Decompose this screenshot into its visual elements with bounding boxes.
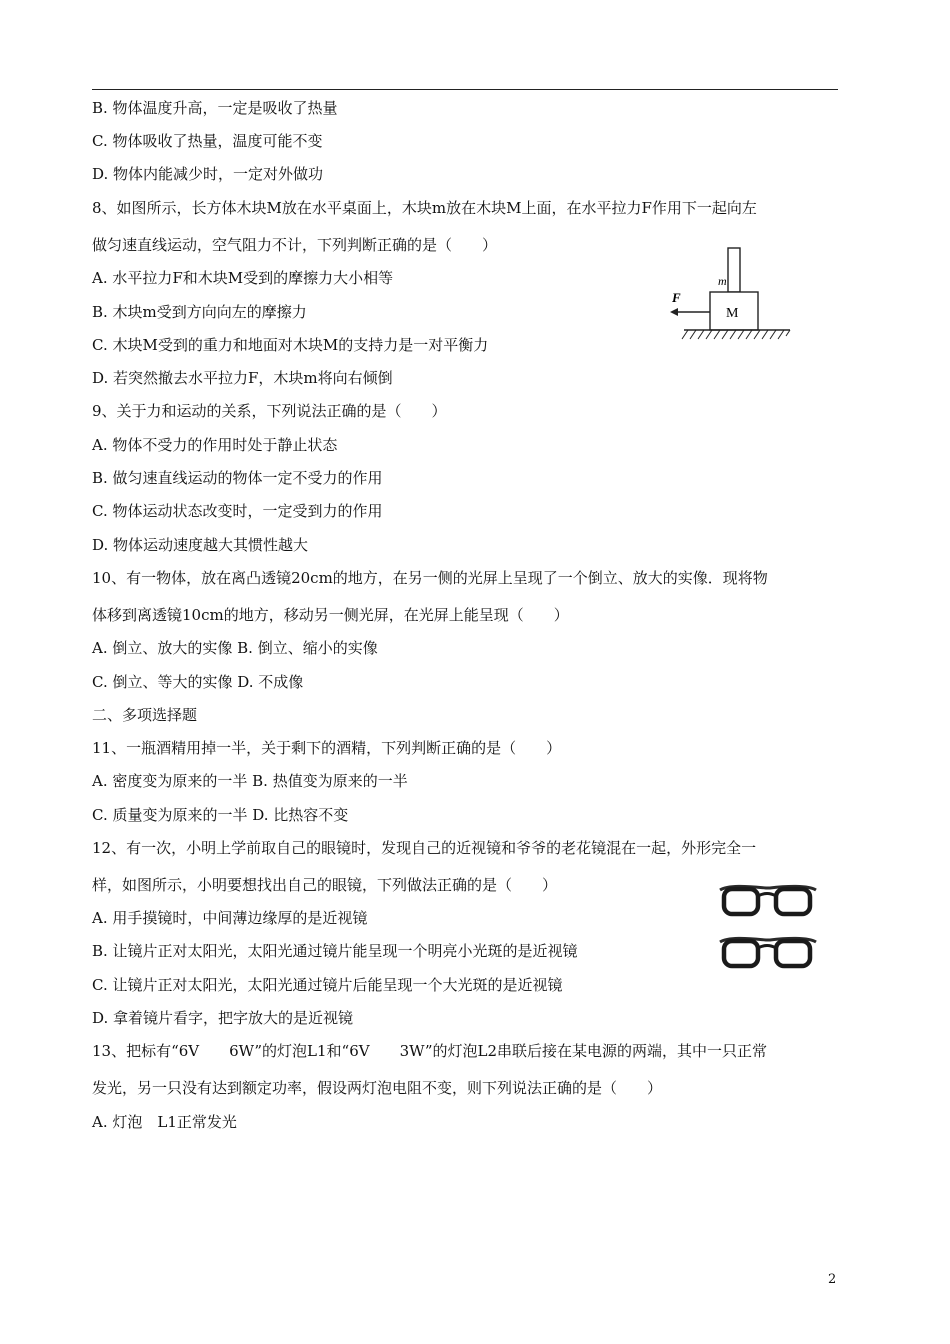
small-block-label: m <box>718 274 727 288</box>
text-line: C. 木块M受到的重力和地面对木块M的支持力是一对平衡力 <box>92 336 489 354</box>
text-line: 12、有一次，小明上学前取自己的眼镜时，发现自己的近视镜和爷爷的老花镜混在一起，外形完全一 <box>92 839 757 857</box>
glasses-image-1 <box>716 880 820 924</box>
text-line: A. 倒立、放大的实像 B. 倒立、缩小的实像 <box>92 639 378 657</box>
section-heading: 二、多项选择题 <box>92 706 198 724</box>
page-number: 2 <box>828 1272 837 1287</box>
text-line: C. 物体运动状态改变时，一定受到力的作用 <box>92 502 383 520</box>
header-rule <box>92 89 838 90</box>
text-line: 样，如图所示，小明要想找出自己的眼镜，下列做法正确的是（ ） <box>92 876 558 894</box>
text-line: A. 灯泡 L1正常发光 <box>92 1113 237 1131</box>
text-line: C. 倒立、等大的实像 D. 不成像 <box>92 673 304 691</box>
text-line: B. 让镜片正对太阳光，太阳光通过镜片能呈现一个明亮小光斑的是近视镜 <box>92 942 578 960</box>
text-line: D. 若突然撤去水平拉力F，木块m将向右倾倒 <box>92 369 393 387</box>
text-line: C. 物体吸收了热量，温度可能不变 <box>92 132 323 150</box>
text-line: C. 质量变为原来的一半 D. 比热容不变 <box>92 806 349 824</box>
table-hatching <box>682 330 790 339</box>
small-block-m <box>728 248 740 292</box>
text-line: 10、有一物体，放在离凸透镜20cm的地方，在另一侧的光屏上呈现了一个倒立、放大的实像．现将物 <box>92 569 768 587</box>
text-line: A. 用手摸镜时，中间薄边缘厚的是近视镜 <box>92 909 368 927</box>
force-label: F <box>672 290 681 305</box>
text-line: 发光，另一只没有达到额定功率，假设两灯泡电阻不变，则下列说法正确的是（ ） <box>92 1079 663 1097</box>
text-line: C. 让镜片正对太阳光，太阳光通过镜片后能呈现一个大光斑的是近视镜 <box>92 976 563 994</box>
text-line: B. 木块m受到方向向左的摩擦力 <box>92 303 307 321</box>
text-line: B. 做匀速直线运动的物体一定不受力的作用 <box>92 469 383 487</box>
blocks-force-diagram <box>664 240 800 350</box>
text-line: 11、一瓶酒精用掉一半，关于剩下的酒精，下列判断正确的是（ ） <box>92 739 562 757</box>
text-line: A. 物体不受力的作用时处于静止状态 <box>92 436 338 454</box>
text-line: 体移到离透镜10cm的地方，移动另一侧光屏，在光屏上能呈现（ ） <box>92 606 569 624</box>
text-line: D. 物体运动速度越大其惯性越大 <box>92 536 309 554</box>
text-line: B. 物体温度升高，一定是吸收了热量 <box>92 99 338 117</box>
large-block-label: M <box>726 306 739 321</box>
text-line: 13、把标有“6V 6W”的灯泡L1和“6V 3W”的灯泡L2串联后接在某电源的两端，其中一只正常 <box>92 1042 768 1060</box>
text-line: 8、如图所示，长方体木块M放在水平桌面上，木块m放在木块M上面，在水平拉力F作用下一起向左 <box>92 199 757 217</box>
text-line: 做匀速直线运动，空气阻力不计，下列判断正确的是（ ） <box>92 236 498 254</box>
text-line: A. 密度变为原来的一半 B. 热值变为原来的一半 <box>92 772 408 790</box>
text-line: D. 拿着镜片看字，把字放大的是近视镜 <box>92 1009 354 1027</box>
glasses-image-2 <box>716 932 820 976</box>
text-line: A. 水平拉力F和木块M受到的摩擦力大小相等 <box>92 269 394 287</box>
text-line: D. 物体内能减少时，一定对外做功 <box>92 165 324 183</box>
text-line: 9、关于力和运动的关系，下列说法正确的是（ ） <box>92 402 447 420</box>
force-arrow-head <box>670 308 678 316</box>
